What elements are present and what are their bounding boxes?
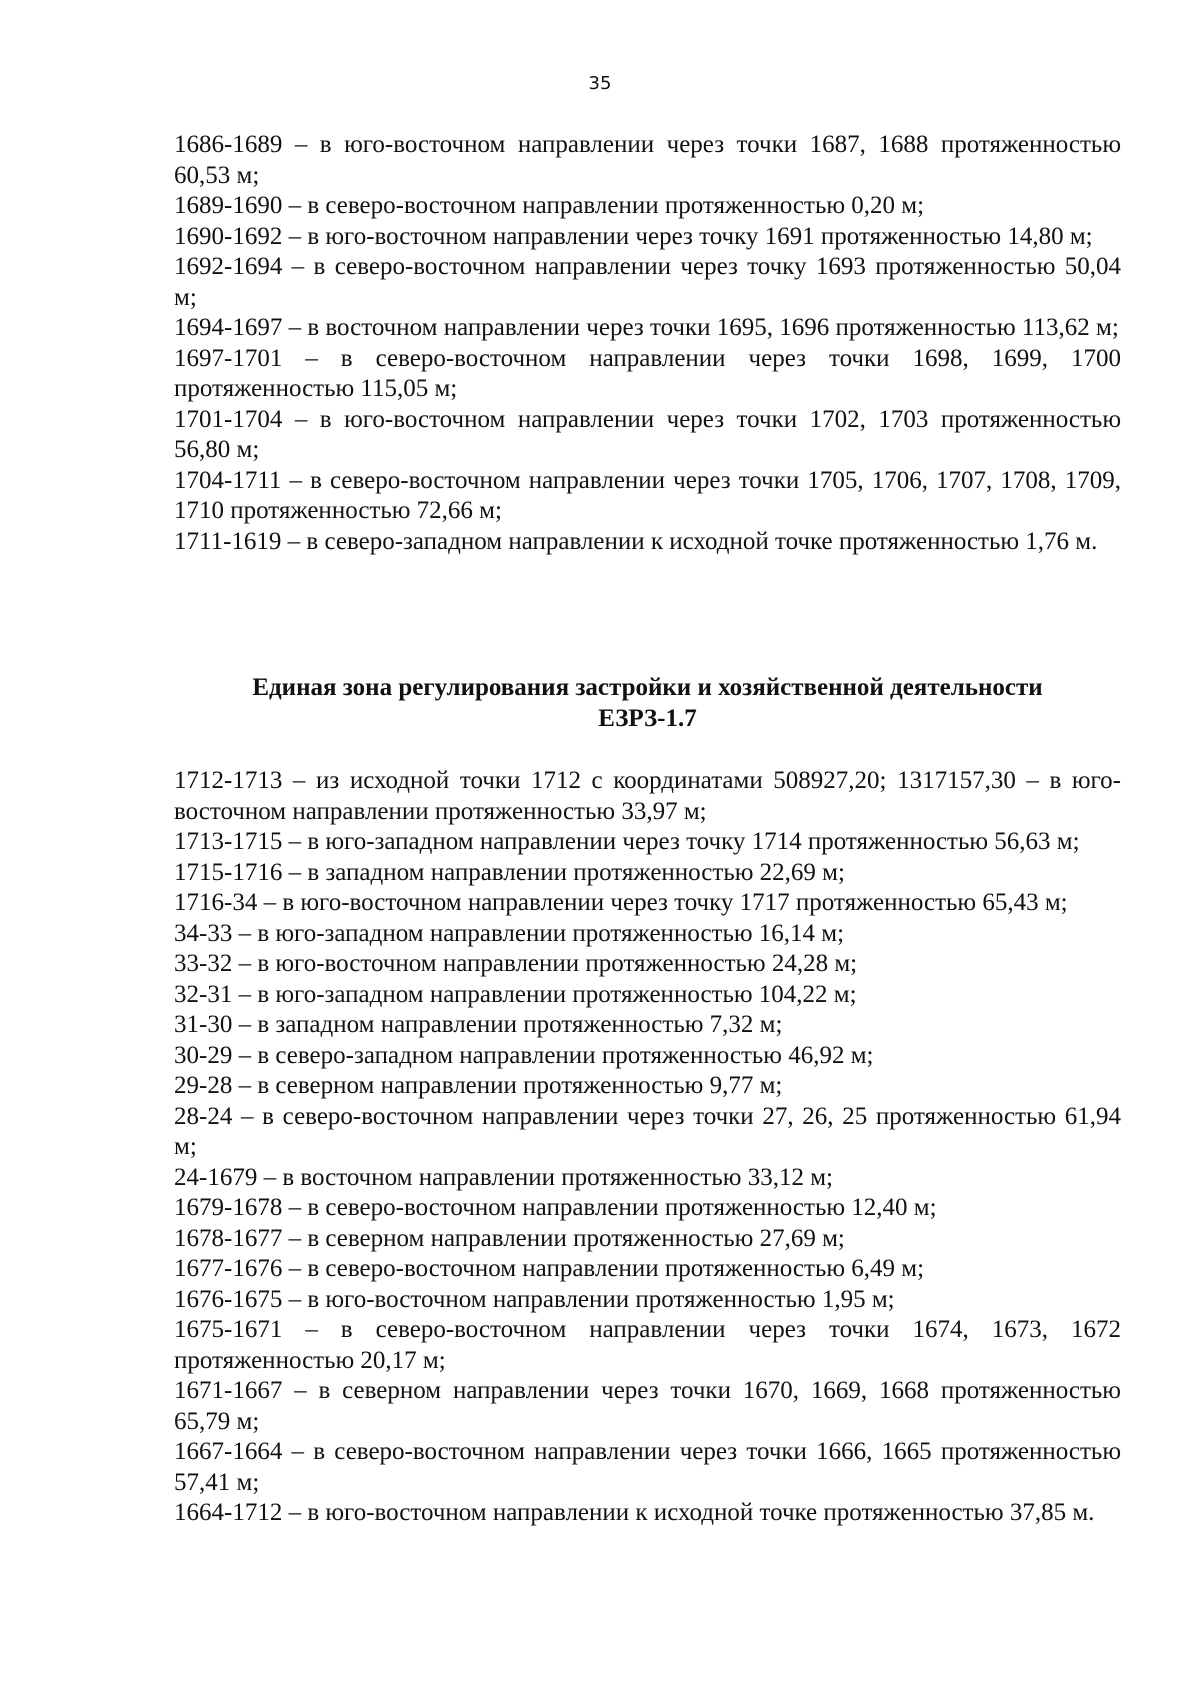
page-number: 35 [588, 73, 612, 94]
boundary-segment: 1689-1690 – в северо-восточном направлении протяженностью 0,20 м; [174, 192, 925, 219]
boundary-segment: 1712-1713 – из исходной точки 1712 с координатами 508927,20; 1317157,30 – в юго-восточном направлении протяженностью 33,97 м; [174, 767, 1121, 825]
boundary-segment: 1690-1692 – в юго-восточном направлении через точку 1691 протяженностью 14,80 м; [174, 222, 1093, 250]
boundary-segment: 1692-1694 – в северо-восточном направлении через точку 1693 протяженностью 50,04 м; [174, 253, 1121, 311]
boundary-segment: 1697-1701 – в северо-восточном направлении через точки 1698, 1699, 1700 протяженностью 115,05 м; [174, 344, 1121, 402]
boundary-segment: 1694-1697 – в восточном направлении через точки 1695, 1696 протяженностью 113,62 м; [174, 314, 1119, 341]
boundary-segment: 1711-1619 – в северо-западном направлении к исходной точке протяженностью 1,76 м. [174, 527, 1098, 555]
boundary-segment: 1667-1664 – в северо-восточном направлении через точки 1666, 1665 протяженностью 57,41 м; [174, 1438, 1121, 1496]
boundary-segment: 1677-1676 – в северо-восточном направлении протяженностью 6,49 м; [174, 1255, 925, 1282]
boundary-list-previous-zone [174, 130, 1121, 557]
section-heading-title: Единая зона регулирования застройки и хозяйственной деятельности [252, 674, 1043, 701]
boundary-segment: 33-32 – в юго-восточном направлении протяженностью 24,28 м; [174, 950, 858, 977]
boundary-segment: 1704-1711 – в северо-восточном направлении через точки 1705, 1706, 1707, 1708, 1709, 1710 протяженностью 72,66 м; [174, 466, 1121, 524]
boundary-segment: 29-28 – в северном направлении протяженностью 9,77 м; [174, 1072, 783, 1099]
boundary-segment: 1675-1671 – в северо-восточном направлении через точки 1674, 1673, 1672 протяженностью 20,17 м; [174, 1316, 1121, 1374]
boundary-list-ezrz-1-7 [174, 766, 1121, 1529]
boundary-segment: 1686-1689 – в юго-восточном направлении через точки 1687, 1688 протяженностью 60,53 м; [174, 131, 1121, 189]
boundary-segment: 24-1679 – в восточном направлении протяженностью 33,12 м; [174, 1163, 833, 1191]
boundary-segment: 1671-1667 – в северном направлении через точки 1670, 1669, 1668 протяженностью 65,79 м; [174, 1377, 1121, 1435]
boundary-segment: 1664-1712 – в юго-восточном направлении к исходной точке протяженностью 37,85 м. [174, 1499, 1095, 1526]
boundary-segment: 34-33 – в юго-западном направлении протяженностью 16,14 м; [174, 919, 845, 947]
section-heading [174, 673, 1121, 734]
boundary-segment: 1715-1716 – в западном направлении протяженностью 22,69 м; [174, 858, 845, 886]
section-heading-zone-code: ЕЗРЗ-1.7 [598, 704, 697, 732]
boundary-segment: 1716-34 – в юго-восточном направлении через точку 1717 протяженностью 65,43 м; [174, 889, 1068, 916]
boundary-segment: 1676-1675 – в юго-восточном направлении протяженностью 1,95 м; [174, 1285, 895, 1313]
boundary-segment: 31-30 – в западном направлении протяженностью 7,32 м; [174, 1011, 783, 1038]
boundary-segment: 1678-1677 – в северном направлении протяженностью 27,69 м; [174, 1224, 845, 1252]
boundary-segment: 1701-1704 – в юго-восточном направлении через точки 1702, 1703 протяженностью 56,80 м; [174, 405, 1121, 463]
boundary-segment: 1679-1678 – в северо-восточном направлении протяженностью 12,40 м; [174, 1194, 937, 1221]
boundary-segment: 28-24 – в северо-восточном направлении через точки 27, 26, 25 протяженностью 61,94 м; [174, 1102, 1121, 1160]
boundary-segment: 1713-1715 – в юго-западном направлении через точку 1714 протяженностью 56,63 м; [174, 828, 1080, 855]
boundary-segment: 30-29 – в северо-западном направлении протяженностью 46,92 м; [174, 1041, 874, 1069]
boundary-segment: 32-31 – в юго-западном направлении протяженностью 104,22 м; [174, 980, 857, 1008]
